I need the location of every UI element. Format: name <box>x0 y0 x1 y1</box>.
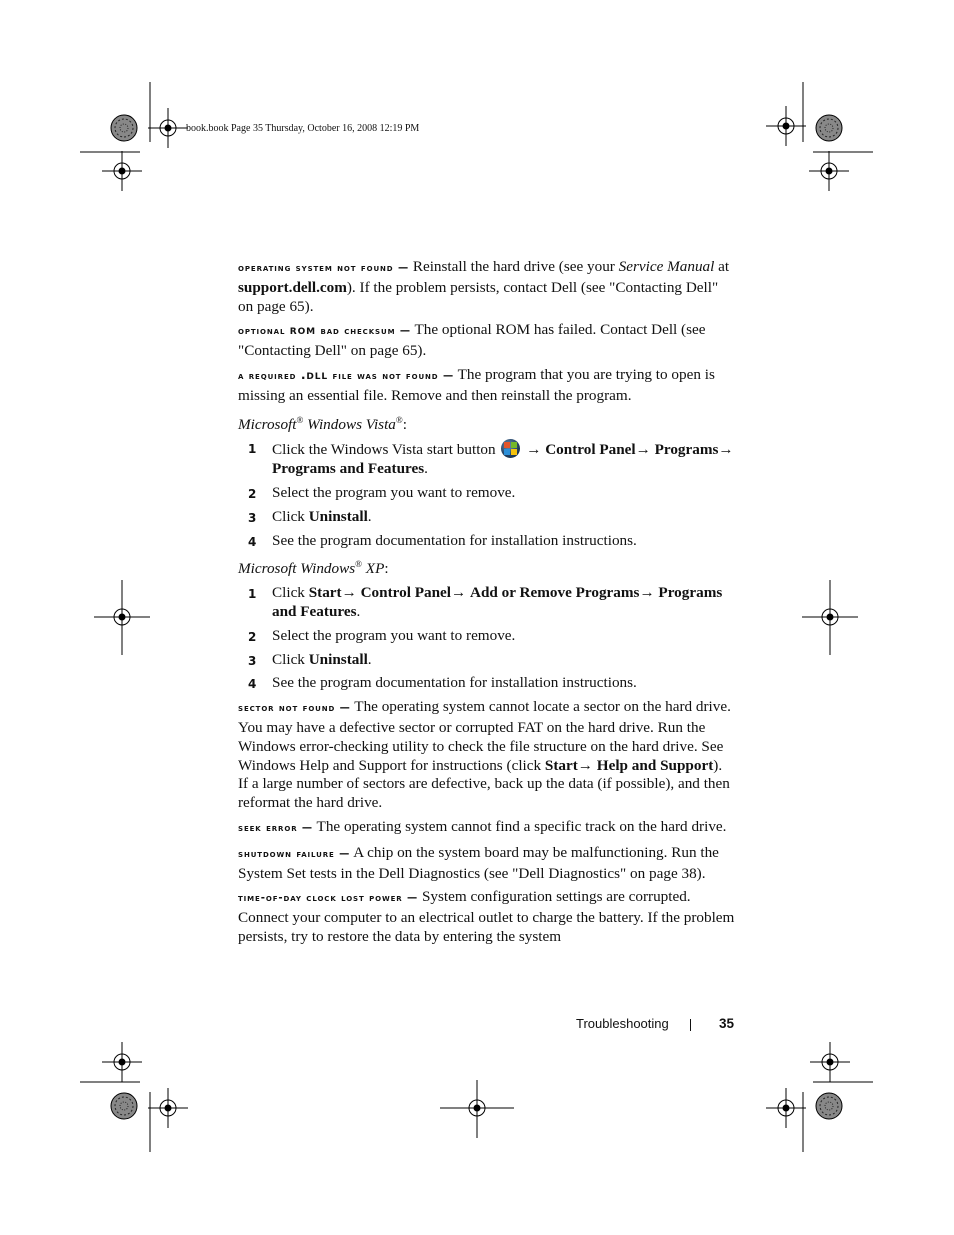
text: Microsoft <box>238 415 297 433</box>
shutdown-paragraph <box>238 844 736 884</box>
text: Click <box>272 507 309 525</box>
text: System configuration settings are corrupted. Connect your computer to an electrical outlet to charge the battery. If the problem persists, try to restore the data by entering the system <box>238 888 735 946</box>
uninstall-ref: Uninstall <box>308 650 368 668</box>
footer-section-title: Troubleshooting <box>576 1016 669 1031</box>
text: . <box>424 460 428 478</box>
programs-ref: Programs <box>654 441 719 459</box>
list-item <box>238 674 736 693</box>
text: A chip on the system board may be malfunctioning. Run the System Set tests in the Dell Diagnostics (see "Dell Diagnostics" on page 38). <box>238 843 719 882</box>
text: Microsoft Windows <box>238 560 356 578</box>
label-part: .dll <box>300 366 329 382</box>
programs-features-ref: Programs and Features <box>272 584 723 621</box>
page-number: 35 <box>719 1016 735 1031</box>
step-number: 1 <box>248 442 257 457</box>
step-number: 4 <box>248 534 257 549</box>
text: Reinstall the hard drive (see your <box>409 258 619 275</box>
text: Click the Windows Vista start button <box>272 441 500 459</box>
label-part: optional <box>238 326 290 338</box>
start-ref: Start <box>544 756 578 774</box>
page-content <box>238 258 736 952</box>
text: ). If a large number of sectors are defective, back up the data (if possible), and then reformat the hard drive. <box>238 756 730 812</box>
step-number: 1 <box>248 587 257 602</box>
os-not-found-paragraph <box>238 258 736 316</box>
text: The operating system cannot locate a sector on the hard drive. You may have a defective sector or corrupted FAT on the hard drive. Run the Windows error-checking utility to check the file structure on the hard drive. See Windows Help and Support for instructions (click <box>238 698 731 774</box>
step-number: 2 <box>248 487 257 502</box>
registered-mark: ® <box>395 414 403 425</box>
text: See the program documentation for installation instructions. <box>272 674 637 692</box>
arrow: → <box>718 441 734 459</box>
text: Click <box>272 650 309 668</box>
seek-paragraph <box>238 818 736 839</box>
text: : <box>384 560 389 578</box>
label-part: a required <box>238 370 301 382</box>
text: XP <box>362 560 385 578</box>
time-label: time-of-day clock lost power — <box>238 893 419 905</box>
control-panel-ref: Control Panel <box>360 584 452 602</box>
step-number: 2 <box>248 629 257 644</box>
arrow: → <box>526 441 542 459</box>
text: . <box>367 650 372 668</box>
text: Select the program you want to remove. <box>272 484 516 502</box>
list-item <box>238 508 736 527</box>
windows-start-icon <box>501 439 520 458</box>
dll-label <box>238 366 455 382</box>
sector-paragraph <box>238 698 736 813</box>
service-manual-ref: Service Manual <box>618 258 715 275</box>
support-url: support.dell.com <box>238 278 347 296</box>
text: The operating system cannot find a specific track on the hard drive. <box>313 818 727 836</box>
arrow: → <box>639 584 655 602</box>
list-item <box>238 484 736 503</box>
list-item <box>238 532 736 551</box>
print-header: book.book Page 35 Thursday, October 16, 2008 12:19 PM <box>186 123 420 134</box>
text: The optional ROM has failed. Contact Dell (see "Contacting Dell" on page 65). <box>238 321 706 360</box>
text: Windows Vista <box>303 415 396 433</box>
arrow: → <box>635 441 651 459</box>
step-number: 3 <box>248 653 257 668</box>
text: at <box>714 258 730 275</box>
sector-label: sector not found — <box>238 703 351 715</box>
step-number: 4 <box>248 677 257 692</box>
os-not-found-label: operating system not found — <box>238 263 410 274</box>
programs-features-ref: Programs and Features <box>272 460 425 478</box>
uninstall-ref: Uninstall <box>308 507 368 525</box>
optional-rom-label <box>238 322 411 338</box>
time-paragraph <box>238 888 736 946</box>
label-part: rom <box>289 322 317 338</box>
xp-subheading <box>238 555 736 579</box>
registered-mark: ® <box>296 414 304 425</box>
text: See the program documentation for installation instructions. <box>272 531 637 549</box>
footer-separator <box>690 1019 691 1031</box>
control-panel-ref: Control Panel <box>545 441 636 459</box>
registered-mark: ® <box>355 559 362 570</box>
list-item <box>238 627 736 646</box>
arrow: → <box>451 584 467 602</box>
list-item <box>238 439 736 479</box>
list-item <box>238 651 736 670</box>
shutdown-label: shutdown failure — <box>238 848 351 860</box>
text: . <box>367 507 372 525</box>
list-item <box>238 584 736 622</box>
vista-steps <box>238 439 736 550</box>
optional-rom-paragraph <box>238 321 736 361</box>
dll-paragraph <box>238 366 736 406</box>
vista-subheading <box>238 411 736 435</box>
text: : <box>402 415 407 433</box>
arrow: → <box>577 756 593 774</box>
arrow: → <box>341 584 357 602</box>
start-ref: Start <box>308 584 342 602</box>
text: Select the program you want to remove. <box>272 626 516 644</box>
label-part: file was not found — <box>328 370 455 382</box>
help-support-ref: Help and Support <box>596 756 714 774</box>
text: Click <box>272 584 309 602</box>
step-number: 3 <box>248 510 257 525</box>
text: The program that you are trying to open is missing an essential file. Remove and then reinstall the program. <box>238 365 715 404</box>
label-part: bad checksum — <box>316 326 411 338</box>
text: . <box>356 603 361 621</box>
add-remove-programs-ref: Add or Remove Programs <box>470 584 640 602</box>
xp-steps <box>238 584 736 693</box>
seek-label: seek error — <box>238 823 314 835</box>
text: ). If the problem persists, contact Dell (see "Contacting Dell" on page 65). <box>238 278 719 315</box>
